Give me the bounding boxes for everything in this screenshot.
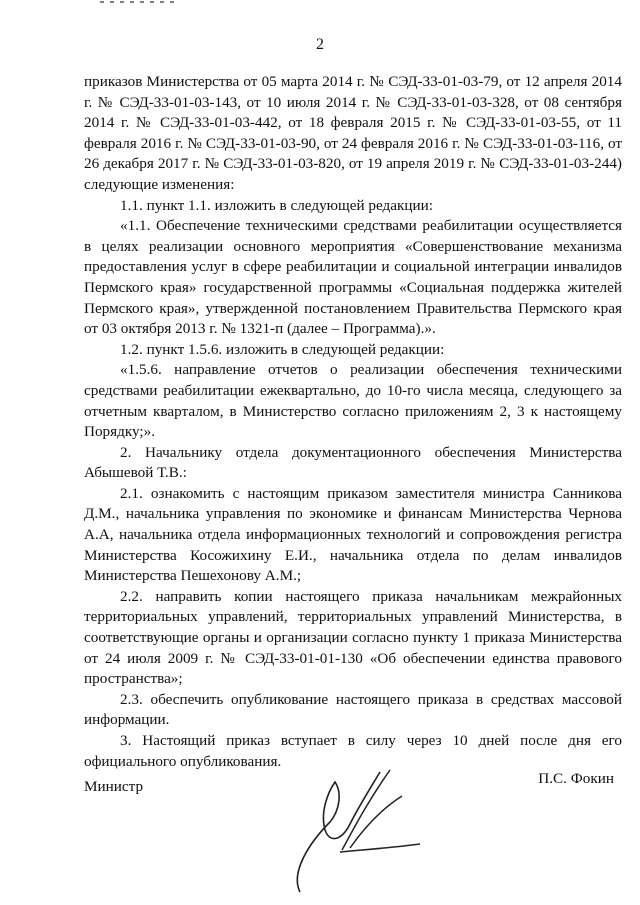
- signatory-name: П.С. Фокин: [538, 770, 614, 787]
- paragraph-2: 2. Начальнику отдела документационного обеспечения Министерства Абышевой Т.В.:: [84, 443, 622, 482]
- paragraph-1-2-header: 1.2. пункт 1.5.6. изложить в следующей редакции:: [120, 340, 445, 358]
- document-body: [84, 72, 622, 772]
- signatory-title: Министр: [84, 778, 144, 795]
- paragraph-2-1: 2.1. ознакомить с настоящим приказом заместителя министра Санникова Д.М., начальника управления по экономике и финансам Министерства Чернова А.А, начальника отдела информационных технологий и сопровождения регистра Министерства Косожихину Е.И., начальника отдела по делам инвалидов Министерства Пешехонову А.М.;: [84, 484, 622, 585]
- handwritten-signature: [280, 752, 430, 902]
- paragraph-2-2: 2.2. направить копии настоящего приказа начальникам межрайонных территориальных управлений, территориальных управлений Министерства, в соответствующие органы и организации согласно пункту 1 приказа Министерства от 24 июля 2009 г. № СЭД-33-01-01-130 «Об обеспечении единства правового пространства»;: [84, 587, 622, 688]
- paragraph-1-1-text: «1.1. Обеспечение техническими средствами реабилитации осуществляется в целях реализации основного мероприятия «Совершенствование механизма предоставления услуг в сфере реабилитации и социальной интеграции инвалидов Пермского края» государственной программы «Социальная поддержка жителей Пермского края», утвержденной постановлением Правительства Пермского края от 03 октября 2013 г. № 1321-п (далее – Программа).».: [84, 217, 622, 338]
- paragraph-2-3: 2.3. обеспечить опубликование настоящего приказа в средствах массовой информации.: [84, 690, 622, 729]
- scan-edge-marks: [0, 0, 640, 10]
- paragraph-amended-orders: приказов Министерства от 05 марта 2014 г. № СЭД-33-01-03-79, от 12 апреля 2014 г. № СЭД-33-01-03-143, от 10 июля 2014 г. № СЭД-33-01-03-328, от 08 сентября 2014 г. № СЭД-33-01-03-442, от 18 февраля 2015 г. № СЭД-33-01-03-55, от 11 февраля 2016 г. № СЭД-33-01-03-90, от 24 февраля 2016 г. № СЭД-33-01-03-116, от 26 декабря 2017 г. № СЭД-33-01-03-820, от 19 апреля 2019 г. № СЭД-33-01-03-244) следующие изменения:: [84, 73, 622, 193]
- paragraph-3: 3. Настоящий приказ вступает в силу через 10 дней после дня его официального опубликования.: [84, 732, 622, 770]
- paragraph-1-5-6-text: «1.5.6. направление отчетов о реализации обеспечения техническими средствами реабилитации ежеквартально, до 10-го числа месяца, следующего за отчетным кварталом, в Министерство согласно приложениям 2, 3 к настоящему Порядку;».: [84, 361, 622, 441]
- paragraph-1-1-header: 1.1. пункт 1.1. изложить в следующей редакции:: [120, 196, 433, 214]
- page-number: 2: [316, 36, 324, 53]
